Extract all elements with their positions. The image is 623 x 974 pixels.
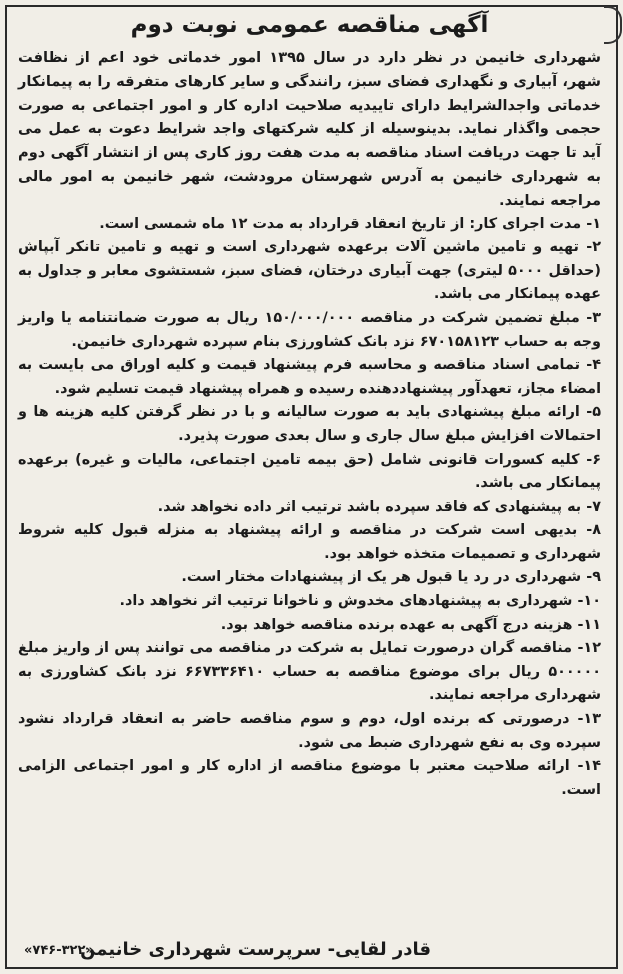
condition-item: ۱۰- شهرداری به پیشنهادهای مخدوش و ناخوانا ترتیب اثر نخواهد داد. (119, 593, 601, 610)
corner-bracket-icon (604, 6, 622, 44)
conditions-list (18, 213, 601, 803)
notice-code: «۷۴۶-۳۲۲» (24, 943, 94, 958)
notice-intro: شهرداری خانیمن در نظر دارد در سال ۱۳۹۵ امور خدماتی خود اعم از نظافت شهر، آبیاری و نگهداری فضای سبز، رانندگی و سایر کارهای متفرقه را به پیمانکار خدماتی واجدالشرایط دارای تاییدیه صلاحیت اداره کار و امور اجتماعی به صورت حجمی واگذار نماید. بدینوسیله از کلیه شرکتهای واجد شرایط دعوت به عمل می آید تا جهت دریافت اسناد مناقصه به مدت هفت روز کاری پس از انتشار آگهی دوم به شهرداری خانیمن به آدرس شهرستان مرودشت، شهر خانیمن به امور مالی مراجعه نمایند. (18, 49, 601, 209)
signature-line: قادر لقایی- سرپرست شهرداری خانیمن (80, 939, 431, 960)
condition-item: ۱- مدت اجرای کار: از تاریخ انعقاد قرارداد به مدت ۱۲ ماه شمسی است. (99, 215, 601, 232)
condition-item: ۳- مبلغ تضمین شرکت در مناقصه ۱۵۰/۰۰۰/۰۰۰ ریال به صورت ضمانتنامه یا واریز وجه به حساب ۶۷۰۱۵۸۱۲۳ نزد بانک کشاورزی بنام سپرده شهرداری خانیمن. (18, 309, 601, 350)
condition-item: ۶- کلیه کسورات قانونی شامل (حق بیمه تامین اجتماعی، مالیات و غیره) برعهده پیمانکار می باشد. (18, 451, 601, 492)
notice-title: آگهی مناقصه عمومی نوبت دوم (130, 12, 489, 38)
condition-item: ۱۴- ارائه صلاحیت معتبر با موضوع مناقصه از اداره کار و امور اجتماعی الزامی است. (18, 758, 601, 798)
condition-item: ۱۲- مناقصه گران درصورت تمایل به شرکت در مناقصه می توانند پس از واریز مبلغ ۵۰۰۰۰۰ ریال برای موضوع مناقصه به حساب ۶۶۷۳۳۶۴۱۰ نزد بانک کشاورزی به شهرداری مراجعه نمایند. (18, 640, 602, 704)
condition-item: ۱۱- هزینه درج آگهی به عهده برنده مناقصه خواهد بود. (220, 616, 601, 633)
condition-item: ۵- ارائه مبلغ پیشنهادی باید به صورت سالیانه و با در نظر گرفتن کلیه هزینه ها و احتمالات افزایش مبلغ سال جاری و سال بعدی صورت پذیرد. (18, 404, 601, 444)
condition-item: ۲- تهیه و تامین ماشین آلات برعهده شهرداری است و تهیه و تامین تانکر آبپاش (حداقل ۵۰۰۰ لیتری) جهت آبیاری درختان، فضای سبز، شستشوی معابر و جداول به عهده پیمانکار می باشد. (18, 239, 601, 303)
notice-footer (18, 932, 601, 964)
condition-item: ۷- به پیشنهادی که فاقد سپرده باشد ترتیب اثر داده نخواهد شد. (157, 498, 601, 515)
condition-item: ۱۳- درصورتی که برنده اول، دوم و سوم مناقصه حاضر به انعقاد قرارداد نشود سپرده وی به نفع شهرداری ضبط می شود. (18, 711, 601, 751)
condition-item: ۹- شهرداری در رد یا قبول هر یک از پیشنهادات مختار است. (181, 569, 601, 586)
notice-body (18, 10, 601, 964)
condition-item: ۸- بدیهی است شرکت در مناقصه و ارائه پیشنهاد به منزله قبول کلیه شروط شهرداری و تصمیمات متخذه خواهد بود. (18, 522, 601, 562)
condition-item: ۴- تمامی اسناد مناقصه و محاسبه فرم پیشنهاد قیمت و کلیه اوراق می بایست به امضاء مجاز، تعهدآور پیشنهاددهنده رسیده و همراه پیشنهاد قیمت تسلیم شود. (18, 357, 601, 397)
